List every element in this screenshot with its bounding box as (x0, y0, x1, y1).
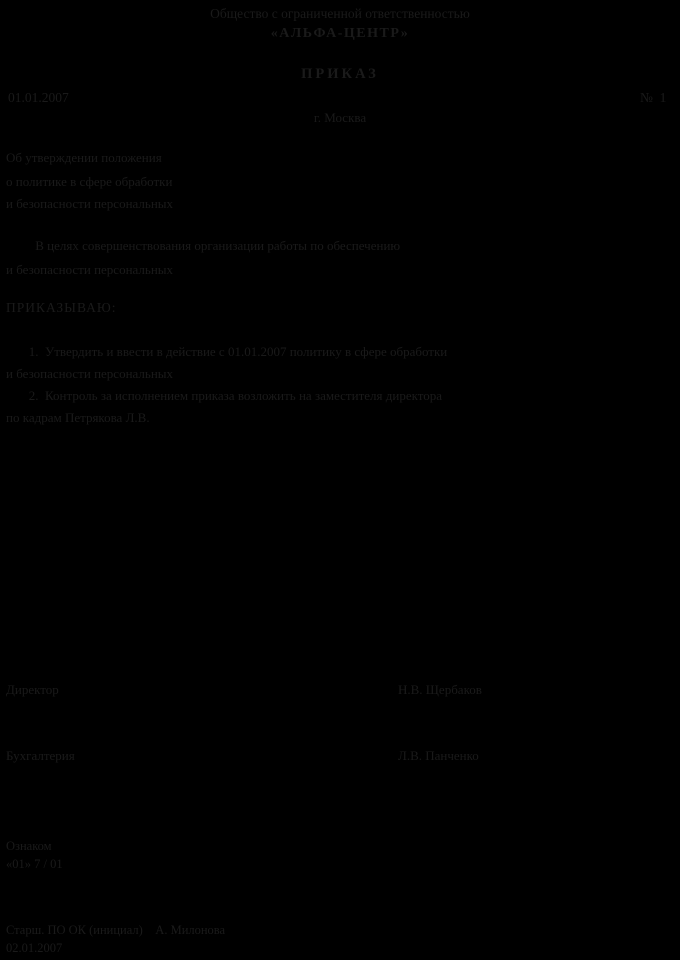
subject-line: о политике в сфере обработки (6, 174, 173, 189)
familiarization-date: «01» 7 / 01 (6, 857, 63, 871)
signature-role: Директор (6, 682, 59, 697)
document-number: № 1 (640, 90, 667, 105)
organization-form: Общество с ограниченной ответственностью (210, 6, 470, 21)
signature-name: Н.В. Щербаков (398, 682, 482, 697)
document-city: г. Москва (313, 110, 367, 125)
order-item-line: по кадрам Петрякова Л.В. (6, 410, 150, 425)
organization-name: «АЛЬФА-ЦЕНТР» (270, 26, 410, 41)
familiarization-line: Ознаком (6, 839, 52, 853)
order-item-line: 2. Контроль за исполнением приказа возложить на заместителя директора (6, 388, 443, 403)
order-item-line: 1. Утвердить и ввести в действие с 01.01.2007 политику в сфере обработки (6, 344, 448, 359)
subject-line: Об утверждении положения (6, 150, 162, 165)
document-date: 01.01.2007 (8, 90, 69, 105)
footer-line: Старш. ПО ОК (инициал) А. Милонова (6, 923, 226, 937)
signature-role: Бухгалтерия (6, 748, 75, 763)
subject-line: и безопасности персональных (6, 196, 174, 211)
document-title: ПРИКАЗ (301, 66, 379, 82)
order-item-line: и безопасности персональных (6, 366, 174, 381)
preamble-line: и безопасности персональных (6, 262, 174, 277)
order-keyword: ПРИКАЗЫВАЮ: (6, 300, 117, 315)
footer-date: 02.01.2007 (6, 941, 63, 955)
signature-name: Л.В. Панченко (398, 748, 479, 763)
preamble-line: В целях совершенствования организации работы по обеспечению (6, 238, 401, 253)
